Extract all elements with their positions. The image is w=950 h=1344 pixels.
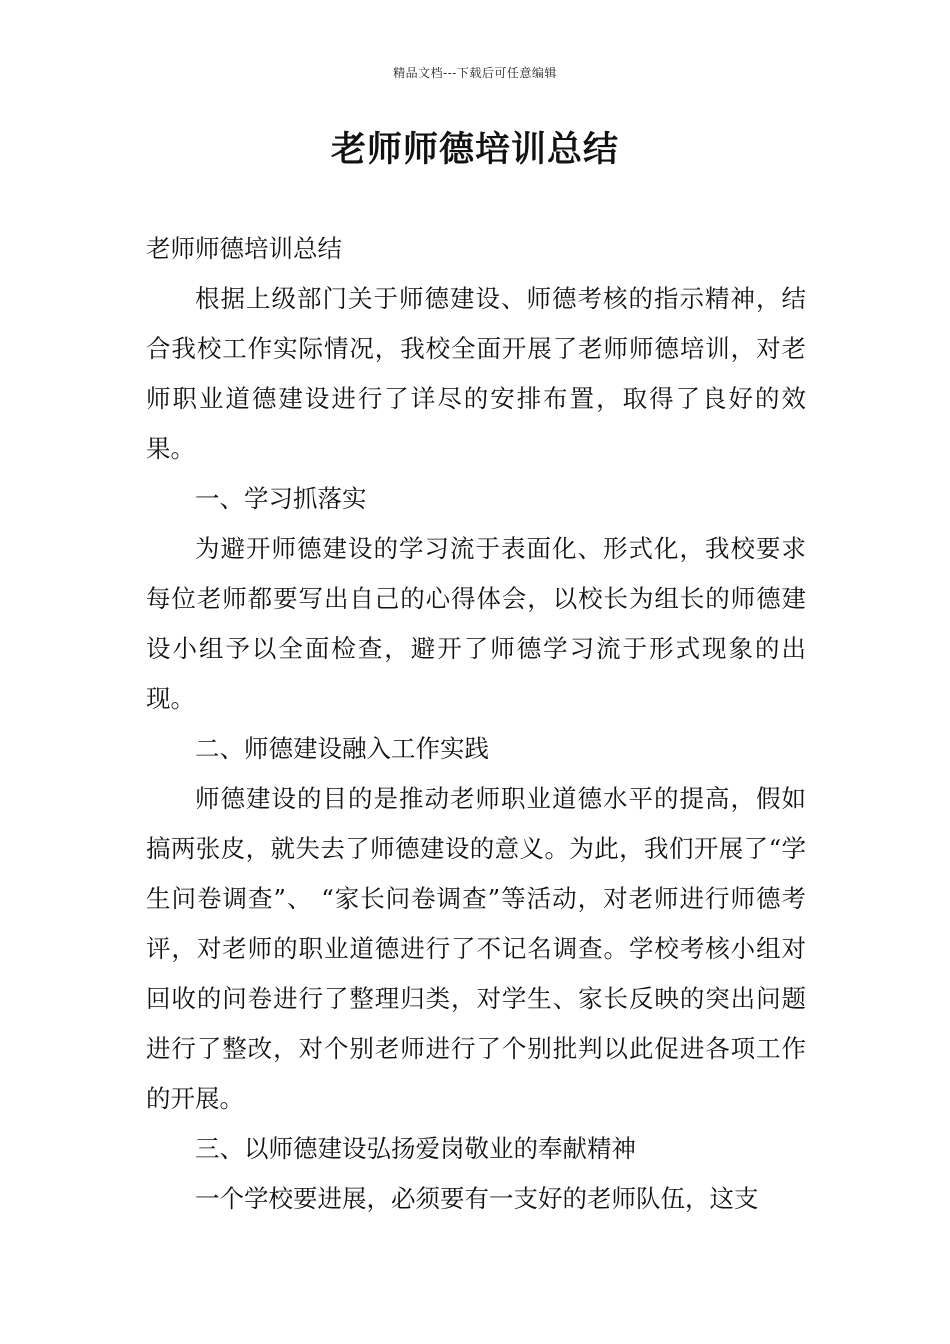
paragraph: 一个学校要进展，必须要有一支好的老师队伍，这支 <box>195 1184 759 1213</box>
paragraph: 师德建设的目的是推动老师职业道德水平的提高，假如搞两张皮，就失去了师德建设的意义。为此，我们开展了“学生问卷调查”、 “家长问卷调查”等活动，对老师进行师德考评，对老师的职业道德进行了不记名调查。学校考核小组对回收的问卷进行了整理归类，对学生、家长反映的突出问题进行了整改，对个别老师进行了个别批判以此促进各项工作的开展。 <box>146 784 806 1113</box>
document-body <box>146 224 806 1224</box>
paragraph-subtitle: 老师师德培训总结 <box>146 234 342 263</box>
document-title: 老师师德培训总结 <box>330 129 619 170</box>
section-heading: 三、以师德建设弘扬爱岗敬业的奉献精神 <box>195 1134 636 1163</box>
paragraph: 根据上级部门关于师德建设、师德考核的指示精神，结合我校工作实际情况，我校全面开展了老师师德培训，对老师职业道德建设进行了详尽的安排布置，取得了良好的效果。 <box>146 284 806 463</box>
section-heading: 一、学习抓落实 <box>195 484 367 513</box>
section-heading: 二、师德建设融入工作实践 <box>195 734 489 763</box>
header-note: 精品文档---下载后可任意编辑 <box>393 66 557 80</box>
paragraph: 为避开师德建设的学习流于表面化、形式化，我校要求每位老师都要写出自己的心得体会，以校长为组长的师德建设小组予以全面检查，避开了师德学习流于形式现象的出现。 <box>146 534 806 713</box>
